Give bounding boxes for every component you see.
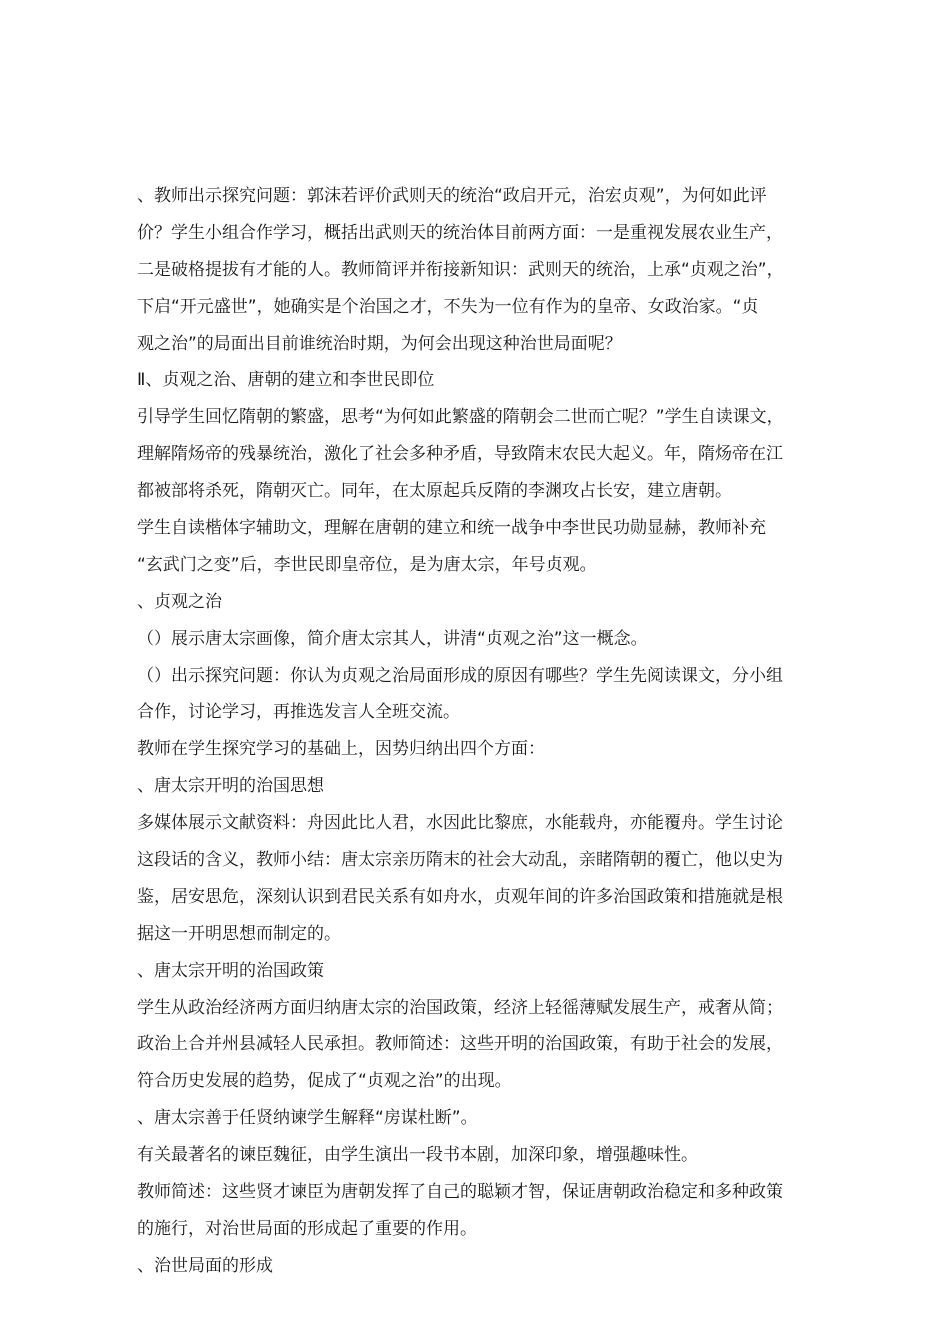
text-line: 合作，讨论学习，再推选发言人全班交流。 bbox=[137, 702, 460, 723]
text-line: 、教师出示探究问题：郭沫若评价武则天的统治“政启开元，治宏贞观”，为何如此评 bbox=[137, 186, 767, 206]
text-line: （）展示唐太宗画像，简介唐太宗其人，讲清“贞观之治”这一概念。 bbox=[137, 628, 648, 649]
subsection-heading: 、唐太宗善于任贤纳谏学生解释“房谋杜断”。 bbox=[137, 1108, 478, 1129]
text-line: 多媒体展示文献资料：舟因此比人君，水因此比黎庶，水能载舟，亦能覆舟。学生讨论 bbox=[137, 813, 783, 834]
text-line: 符合历史发展的趋势，促成了“贞观之治”的出现。 bbox=[137, 1071, 512, 1092]
subsection-heading: 、唐太宗开明的治国思想 bbox=[137, 776, 324, 797]
text-line: “玄武门之变”后，李世民即皇帝位，是为唐太宗，年号贞观。 bbox=[137, 554, 597, 575]
text-line: 教师简述：这些贤才谏臣为唐朝发挥了自己的聪颖才智，保证唐朝政治稳定和多种政策 bbox=[137, 1182, 783, 1203]
text-line: 下启“开元盛世”，她确实是个治国之才，不失为一位有作为的皇帝、女政治家。“贞 bbox=[137, 296, 759, 317]
subsection-heading: 、唐太宗开明的治国政策 bbox=[137, 960, 324, 981]
document-body bbox=[137, 178, 817, 1285]
text-line: （）出示探究问题：你认为贞观之治局面形成的原因有哪些？学生先阅读课文，分小组 bbox=[137, 665, 783, 686]
text-line: 理解隋炀帝的残暴统治，激化了社会多种矛盾，导致隋末农民大起义。年，隋炀帝在江 bbox=[137, 444, 783, 465]
text-line: 这段话的含义，教师小结：唐太宗亲历隋末的社会大动乱，亲睹隋朝的覆亡，他以史为 bbox=[137, 850, 783, 871]
text-line: 都被部将杀死，隋朝灭亡。同年，在太原起兵反隋的李渊攻占长安，建立唐朝。 bbox=[137, 481, 732, 502]
text-line: 鉴，居安思危，深刻认识到君民关系有如舟水，贞观年间的许多治国政策和措施就是根 bbox=[137, 886, 783, 907]
text-line: 学生自读楷体字辅助文，理解在唐朝的建立和统一战争中李世民功勋显赫，教师补充 bbox=[137, 518, 766, 539]
text-line: 的施行，对治世局面的形成起了重要的作用。 bbox=[137, 1218, 477, 1239]
text-line: 学生从政治经济两方面归纳唐太宗的治国政策，经济上轻徭薄赋发展生产，戒奢从简； bbox=[137, 997, 783, 1018]
text-line: 二是破格提拔有才能的人。教师简评并衔接新知识：武则天的统治，上承“贞观之治”， bbox=[137, 259, 784, 280]
text-line: 有关最著名的谏臣魏征，由学生演出一段书本剧，加深印象，增强趣味性。 bbox=[137, 1145, 698, 1166]
text-line: 观之治”的局面出目前谁统治时期，为何会出现这种治世局面呢？ bbox=[137, 333, 622, 354]
text-line: 价？学生小组合作学习，概括出武则天的统治体目前两方面：一是重视发展农业生产， bbox=[137, 222, 783, 243]
text-line: 教师在学生探究学习的基础上，因势归纳出四个方面： bbox=[137, 739, 545, 760]
subsection-heading: 、贞观之治 bbox=[137, 591, 222, 612]
subsection-heading: 、治世局面的形成 bbox=[137, 1255, 273, 1276]
text-line: 据这一开明思想而制定的。 bbox=[137, 923, 341, 944]
text-line: 引导学生回忆隋朝的繁盛，思考“为何如此繁盛的隋朝会二世而亡呢？”学生自读课文， bbox=[137, 407, 784, 428]
text-line: 政治上合并州县减轻人民承担。教师简述：这些开明的治国政策，有助于社会的发展， bbox=[137, 1034, 783, 1055]
section-heading: Ⅱ、贞观之治、唐朝的建立和李世民即位 bbox=[137, 370, 435, 391]
